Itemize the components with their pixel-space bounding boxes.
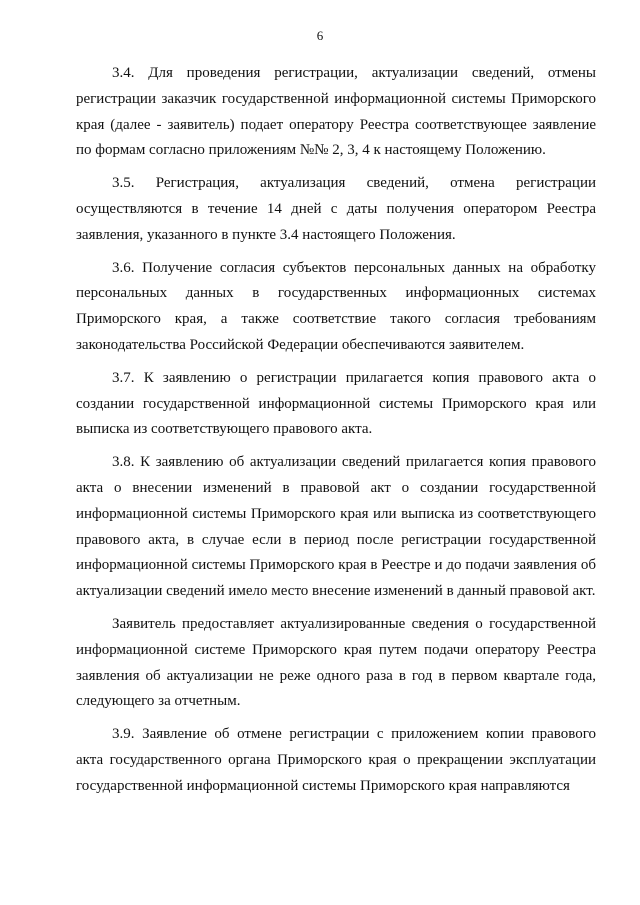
paragraph-3-6: 3.6. Получение согласия субъектов персональных данных на обработку персональных данных в государственных информационных системах Приморского края, а также соответствие такого согласия требованиям законодательства Российской Федерации обеспечиваются заявителем. bbox=[76, 259, 596, 353]
paragraph-3-9: 3.9. Заявление об отмене регистрации с приложением копии правового акта государственного органа Приморского края о прекращении эксплуатации государственной информационной системы Приморского края направляются bbox=[76, 726, 596, 794]
paragraph-3-4: 3.4. Для проведения регистрации, актуализации сведений, отмены регистрации заказчик государственной информационной системы Приморского края (далее - заявитель) подает оператору Реестра соответствующее заявление по формам согласно приложениям №№ 2, 3, 4 к настоящему Положению. bbox=[76, 65, 596, 159]
document-body bbox=[76, 61, 596, 800]
paragraph-3-8: 3.8. К заявлению об актуализации сведений прилагается копия правового акта о внесении изменений в правовой акт о создании государственной информационной системы Приморского края или выписка из соответствующего правового акта, в случае если в период после регистрации государственной информационной системы Приморского края в Реестре и до подачи заявления об актуализации сведений имело место внесение изменений в данный правовой акт. bbox=[76, 454, 596, 600]
paragraph-3-7: 3.7. К заявлению о регистрации прилагается копия правового акта о создании государственной информационной системы Приморского края или выписка из соответствующего правового акта. bbox=[76, 369, 596, 438]
page-number: 6 bbox=[316, 28, 324, 43]
paragraph-applicant-updates: Заявитель предоставляет актуализированные сведения о государственной информационной системе Приморского края путем подачи оператору Реестра заявления об актуализации не реже одного раза в год в первом квартале года, следующего за отчетным. bbox=[76, 615, 596, 710]
paragraph-3-5: 3.5. Регистрация, актуализация сведений, отмена регистрации осуществляются в течение 14 дней с даты получения оператором Реестра заявления, указанного в пункте 3.4 настоящего Положения. bbox=[76, 175, 596, 243]
